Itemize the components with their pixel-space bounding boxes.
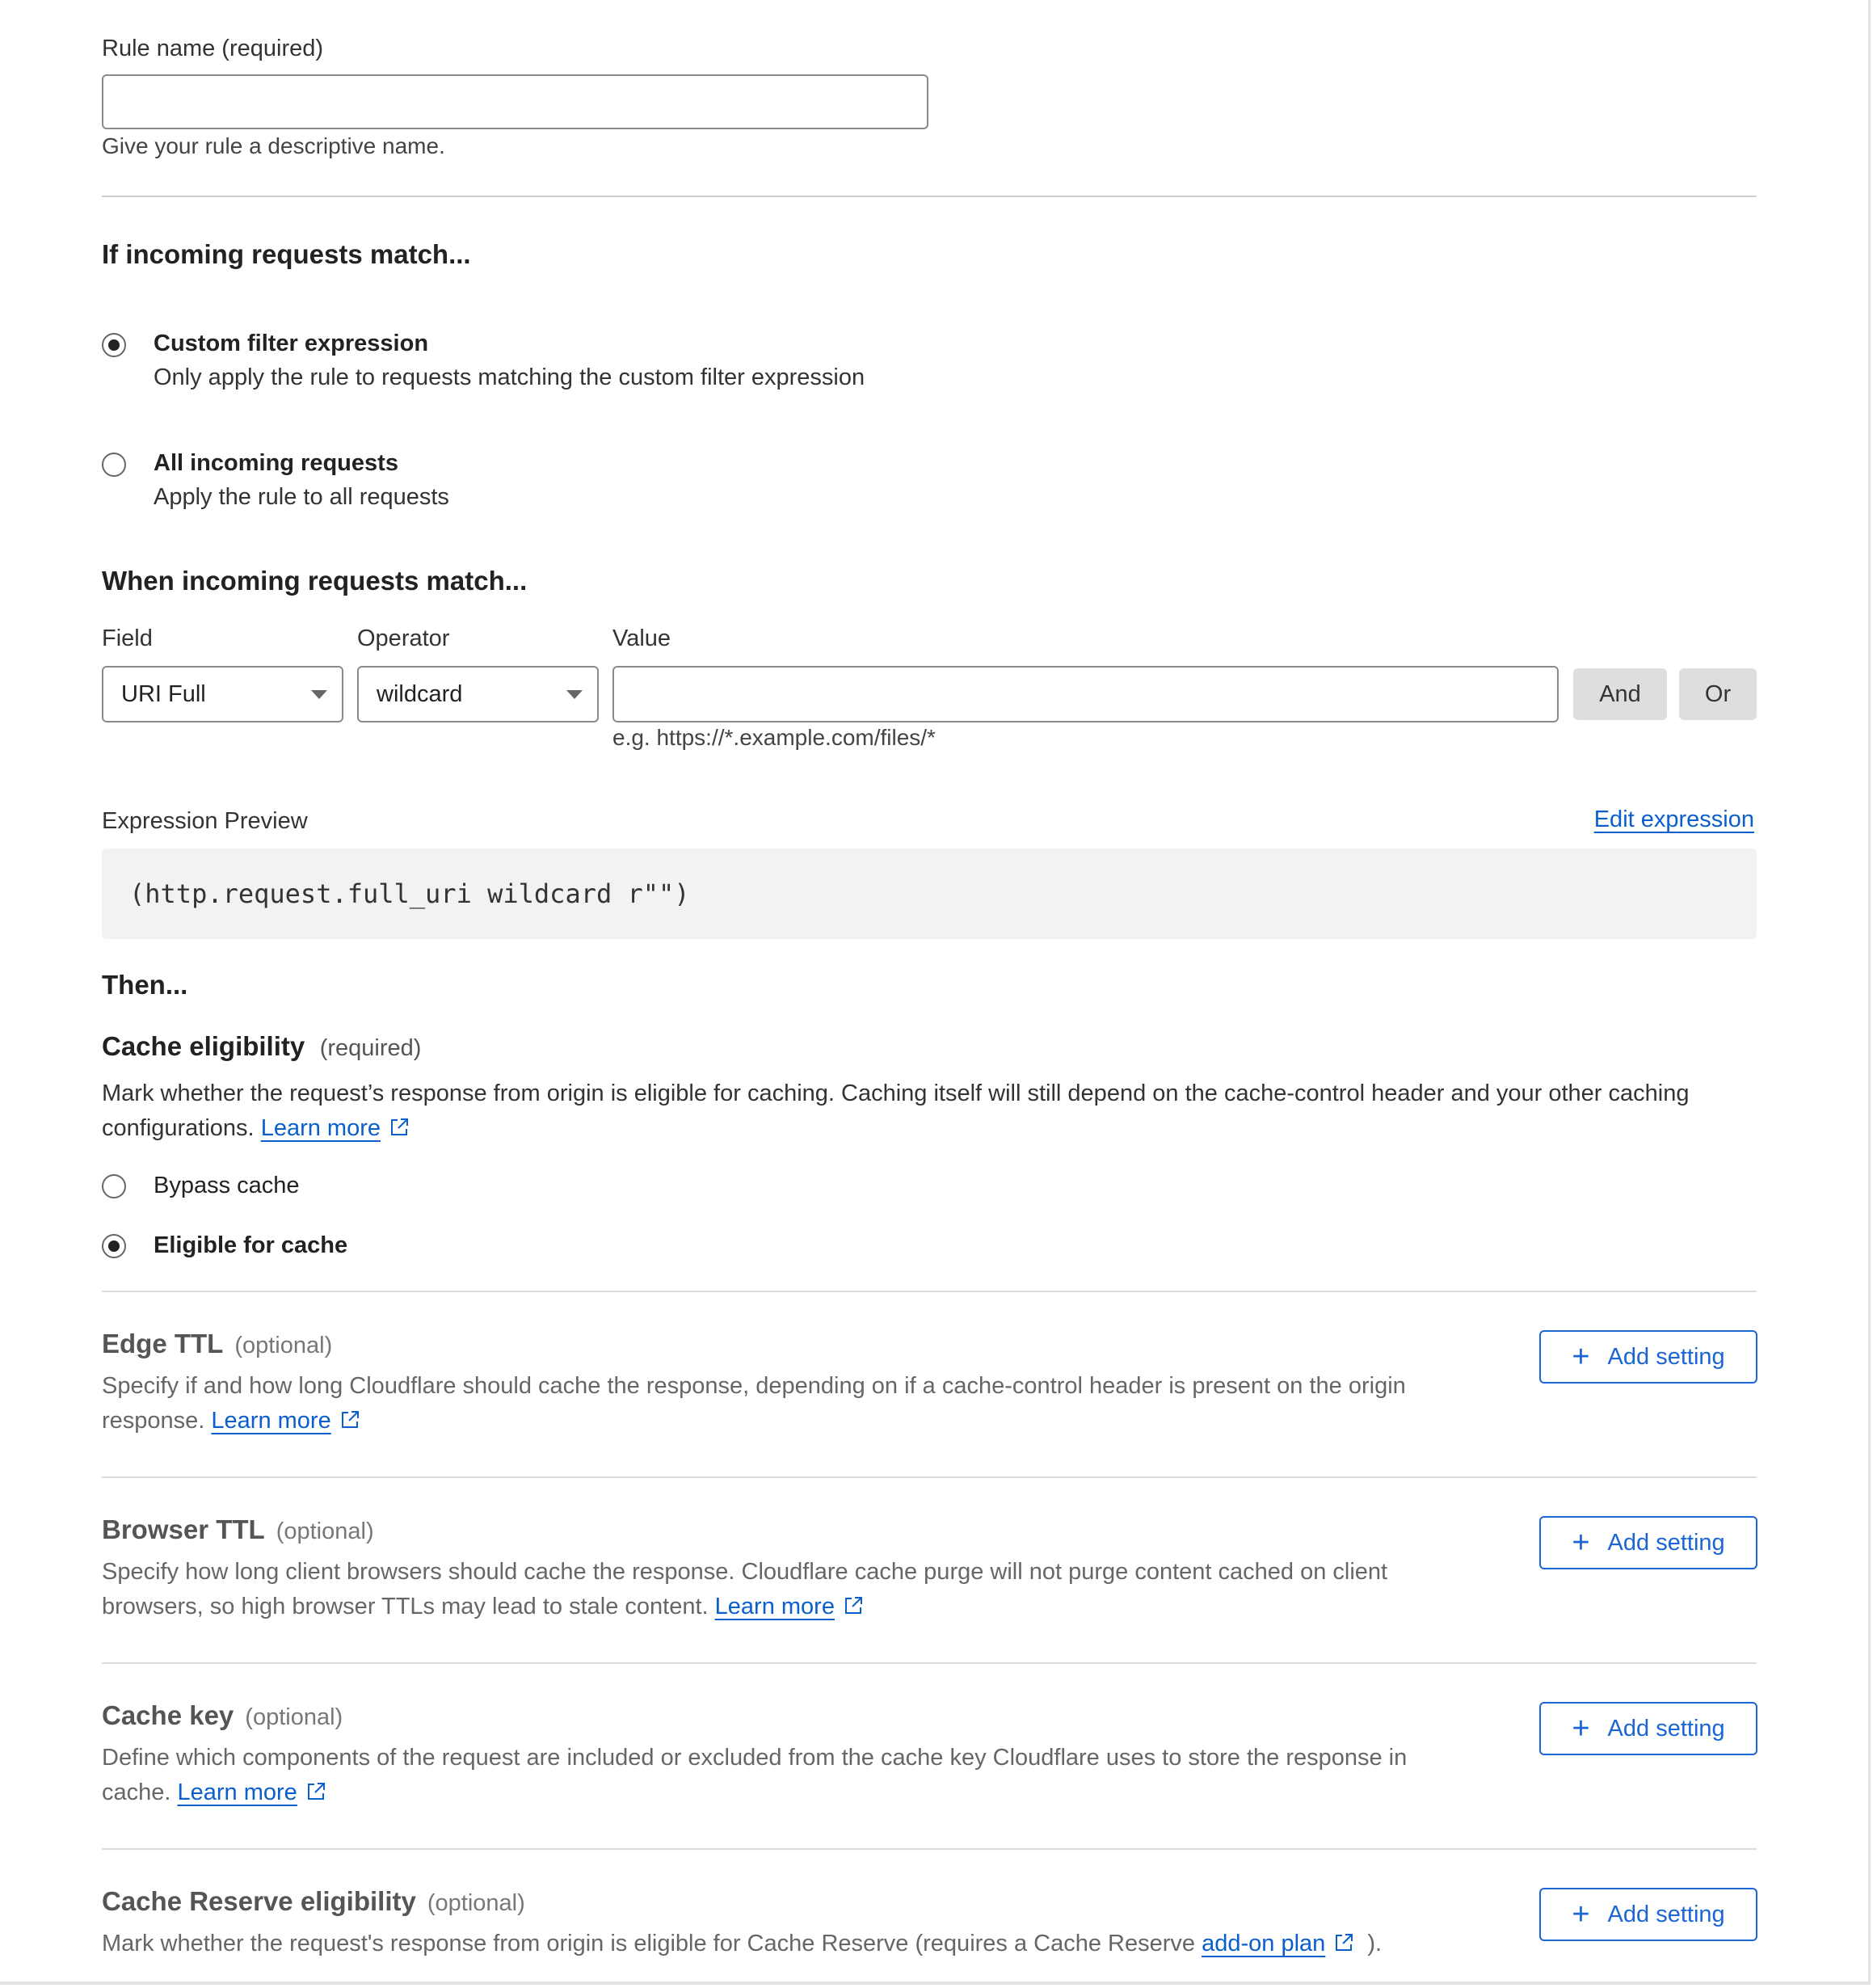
field-select-value: URI Full <box>121 680 206 707</box>
browser-ttl-desc-block <box>102 1555 1451 1624</box>
value-input[interactable] <box>612 666 1559 722</box>
divider <box>102 1476 1757 1478</box>
rule-name-label: Rule name (required) <box>102 36 324 61</box>
plus-icon: + <box>1572 1897 1590 1931</box>
then-heading: Then... <box>102 970 188 1000</box>
external-link-icon <box>843 1595 864 1616</box>
chevron-down-icon <box>566 690 583 699</box>
value-hint: e.g. https://*.example.com/files/* <box>612 725 936 750</box>
edge-ttl-add-setting-label: Add setting <box>1607 1343 1725 1370</box>
edge-ttl-desc-block <box>102 1369 1451 1438</box>
cache-reserve-qualifier: (optional) <box>427 1890 525 1916</box>
cache-reserve-add-setting-button[interactable] <box>1539 1888 1757 1941</box>
rule-name-input[interactable] <box>102 74 928 129</box>
external-link-icon <box>1333 1932 1354 1953</box>
cache-reserve-desc: Mark whether the request's response from origin is eligible for Cache Reserve (requires a Cache Reserve <box>102 1931 1196 1956</box>
cache-key-add-setting-button[interactable] <box>1539 1702 1757 1755</box>
edge-ttl-add-setting-button[interactable] <box>1539 1330 1757 1384</box>
match-heading: If incoming requests match... <box>102 239 471 269</box>
field-select[interactable] <box>102 666 343 722</box>
cache-key-qualifier: (optional) <box>245 1704 343 1730</box>
cache-key-add-setting-label: Add setting <box>1607 1715 1725 1742</box>
cache-key-learn-more-link[interactable]: Learn more <box>177 1780 297 1805</box>
plus-icon: + <box>1572 1340 1590 1374</box>
cache-eligibility-qualifier: (required) <box>319 1035 422 1061</box>
cache-key-title: Cache key <box>102 1700 234 1730</box>
radio-bypass-cache-label: Bypass cache <box>154 1173 300 1198</box>
cache-eligibility-title: Cache eligibility <box>102 1031 305 1061</box>
operator-label: Operator <box>357 625 450 651</box>
operator-select-value: wildcard <box>377 680 463 707</box>
radio-eligible-cache-label: Eligible for cache <box>154 1232 348 1258</box>
plus-icon: + <box>1572 1526 1590 1560</box>
expression-label: Expression Preview <box>102 808 308 834</box>
add-on-plan-link[interactable]: add-on plan <box>1202 1931 1326 1956</box>
edge-ttl-qualifier: (optional) <box>234 1333 333 1358</box>
plus-icon: + <box>1572 1712 1590 1746</box>
radio-eligible-cache[interactable] <box>102 1234 126 1258</box>
cache-reserve-desc-block <box>102 1927 1524 1961</box>
edge-ttl-learn-more-link[interactable]: Learn more <box>211 1408 331 1434</box>
radio-bypass-cache[interactable] <box>102 1174 126 1198</box>
edit-expression-link[interactable]: Edit expression <box>1593 807 1754 832</box>
radio-custom-filter-desc: Only apply the rule to requests matching the custom filter expression <box>154 364 865 390</box>
divider <box>102 196 1757 197</box>
browser-ttl-learn-more-link[interactable]: Learn more <box>714 1594 835 1619</box>
radio-all-requests-desc: Apply the rule to all requests <box>154 484 449 510</box>
browser-ttl-desc: Specify how long client browsers should cache the response. Cloudflare cache purge will not purge content cached on client browsers, so high browser TTLs may lead to stale content. <box>102 1559 1388 1619</box>
filter-heading: When incoming requests match... <box>102 566 528 596</box>
rule-name-help: Give your rule a descriptive name. <box>102 133 445 158</box>
browser-ttl-title: Browser TTL <box>102 1514 265 1544</box>
field-label: Field <box>102 625 153 651</box>
cache-eligibility-desc-block <box>102 1076 1766 1146</box>
browser-ttl-add-setting-button[interactable] <box>1539 1516 1757 1569</box>
browser-ttl-qualifier: (optional) <box>276 1518 374 1544</box>
cache-key-desc: Define which components of the request are included or excluded from the cache key Cloudflare uses to store the response in cache. <box>102 1745 1408 1805</box>
radio-custom-filter[interactable] <box>102 333 126 357</box>
learn-more-link[interactable]: Learn more <box>260 1115 381 1141</box>
edge-ttl-desc: Specify if and how long Cloudflare should cache the response, depending on if a cache-control header is present on the origin response. <box>102 1373 1406 1434</box>
operator-select[interactable] <box>357 666 599 722</box>
cache-reserve-add-setting-label: Add setting <box>1607 1901 1725 1927</box>
divider <box>102 1291 1757 1292</box>
cache-key-header <box>102 1700 343 1731</box>
external-link-icon <box>305 1781 326 1802</box>
cache-reserve-header <box>102 1886 525 1917</box>
radio-custom-filter-title: Custom filter expression <box>154 331 429 356</box>
or-button[interactable]: Or <box>1679 668 1757 720</box>
edge-ttl-header <box>102 1329 332 1359</box>
divider <box>102 1848 1757 1850</box>
external-link-icon <box>339 1409 360 1430</box>
cache-reserve-desc-suffix: ). <box>1367 1931 1383 1956</box>
cache-reserve-title: Cache Reserve eligibility <box>102 1886 416 1916</box>
expression-preview: (http.request.full_uri wildcard r"") <box>102 849 1757 939</box>
cache-key-desc-block <box>102 1741 1451 1810</box>
cache-eligibility-desc: Mark whether the request’s response from origin is eligible for caching. Caching itself will still depend on the cache-control header and your other caching configurations. <box>102 1080 1690 1141</box>
browser-ttl-add-setting-label: Add setting <box>1607 1529 1725 1556</box>
value-label: Value <box>612 625 671 651</box>
cache-eligibility-header <box>102 1031 421 1062</box>
edge-ttl-title: Edge TTL <box>102 1329 224 1358</box>
radio-all-requests-title: All incoming requests <box>154 450 398 476</box>
chevron-down-icon <box>311 690 327 699</box>
browser-ttl-header <box>102 1514 374 1545</box>
divider <box>102 1662 1757 1664</box>
radio-all-requests[interactable] <box>102 453 126 477</box>
and-button[interactable]: And <box>1573 668 1667 720</box>
external-link-icon <box>389 1117 410 1138</box>
